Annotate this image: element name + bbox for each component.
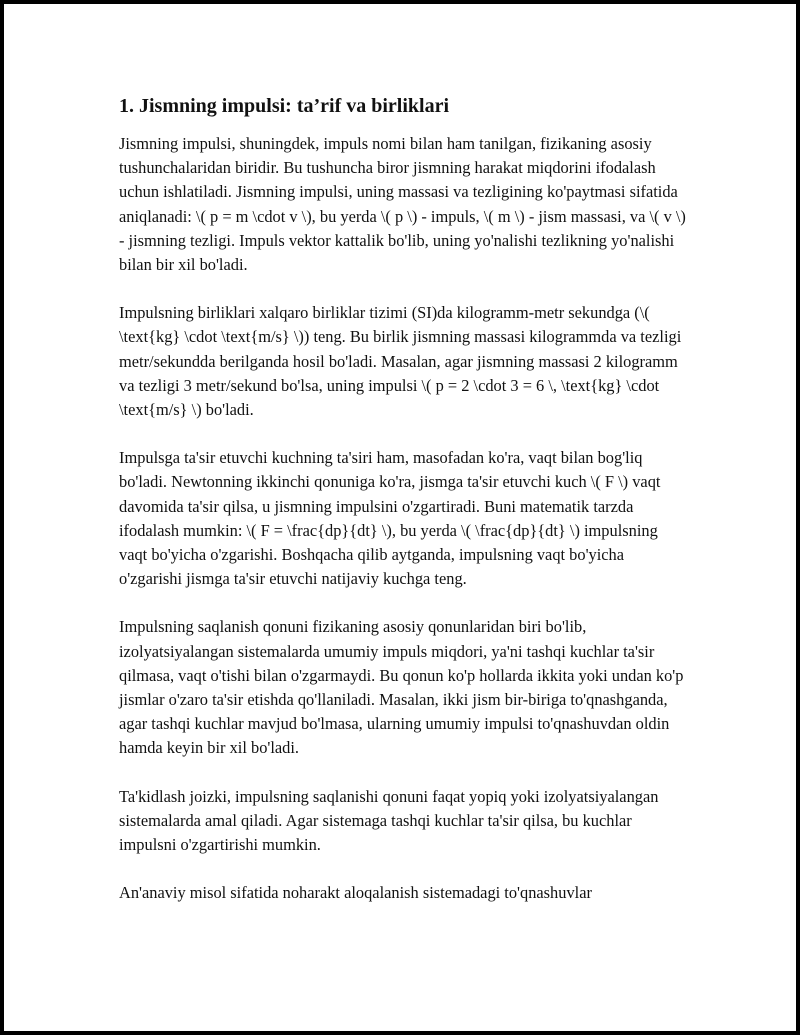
document-body: [119, 92, 689, 929]
paragraph-units: Impulsning birliklari xalqaro birliklar tizimi (SI)da kilogramm-metr sekundga (\( \text{kg} \cdot \text{m/s} \)) teng. Bu birlik jismning massasi kilogrammda va tezligi metr/sekundda berilganda hosil bo'ladi. Masalan, agar jismning massasi 2 kilogramm va tezligi 3 metr/sekund bo'lsa, uning impulsi \( p = 2 \cdot 3 = 6 \, \text{kg} \cdot \text{m/s} \) bo'ladi.: [119, 303, 682, 420]
paragraph-conservation: Impulsning saqlanish qonuni fizikaning asosiy qonunlaridan biri bo'lib, izolyatsiyalangan sistemalarda umumiy impuls miqdori, ya'ni tashqi kuchlar ta'sir qilmasa, vaqt o'tishi bilan o'zgarmaydi. Bu qonun ko'p hollarda ikkita yoki undan ko'p jismlar o'zaro ta'sir etishda qo'llaniladi. Masalan, ikki jism bir-biriga to'qnashganda, agar tashqi kuchlar mavjud bo'lmasa, ularning umumiy impulsi to'qnashuvdan oldin hamda keyin bir xil bo'ladi.: [119, 617, 684, 758]
paragraph-definition: Jismning impulsi, shuningdek, impuls nomi bilan ham tanilgan, fizikaning asosiy tushunchalaridan biridir. Bu tushuncha biror jismning harakat miqdorini ifodalash uchun ishlatiladi. Jismning impulsi, uning massasi va tezligining ko'paytmasi sifatida aniqlanadi: \( p = m \cdot v \), bu yerda \( p \) - impuls, \( m \) - jism massasi, va \( v \) - jismning tezligi. Impuls vektor kattalik bo'lib, uning yo'nalishi tezlikning yo'nalishi bilan bir xil bo'ladi.: [119, 134, 686, 275]
paragraph-note: Ta'kidlash joizki, impulsning saqlanishi qonuni faqat yopiq yoki izolyatsiyalangan sistemalarda amal qiladi. Agar sistemaga tashqi kuchlar ta'sir qilsa, bu kuchlar impulsni o'zgartirishi mumkin.: [119, 786, 659, 855]
paragraph-force: Impulsga ta'sir etuvchi kuchning ta'siri ham, masofadan ko'ra, vaqt bilan bog'liq bo'ladi. Newtonning ikkinchi qonuniga ko'ra, jismga ta'sir etuvchi kuch \( F \) vaqt davomida ta'sir qilsa, u jismning impulsini o'zgartiradi. Buni matematik tarzda ifodalash mumkin: \( F = \frac{dp}{dt} \), bu yerda \( \frac{dp}{dt} \) impulsning vaqt bo'yicha o'zgarishi. Boshqacha qilib aytganda, impulsning vaqt bo'yicha o'zgarishi jismga ta'sir etuvchi natijaviy kuchga teng.: [119, 448, 661, 589]
paragraph-example: An'anaviy misol sifatida noharakt aloqalanish sistemadagi to'qnashuvlar: [119, 883, 592, 903]
section-heading: 1. Jismning impulsi: ta’rif va birliklari: [119, 95, 450, 117]
